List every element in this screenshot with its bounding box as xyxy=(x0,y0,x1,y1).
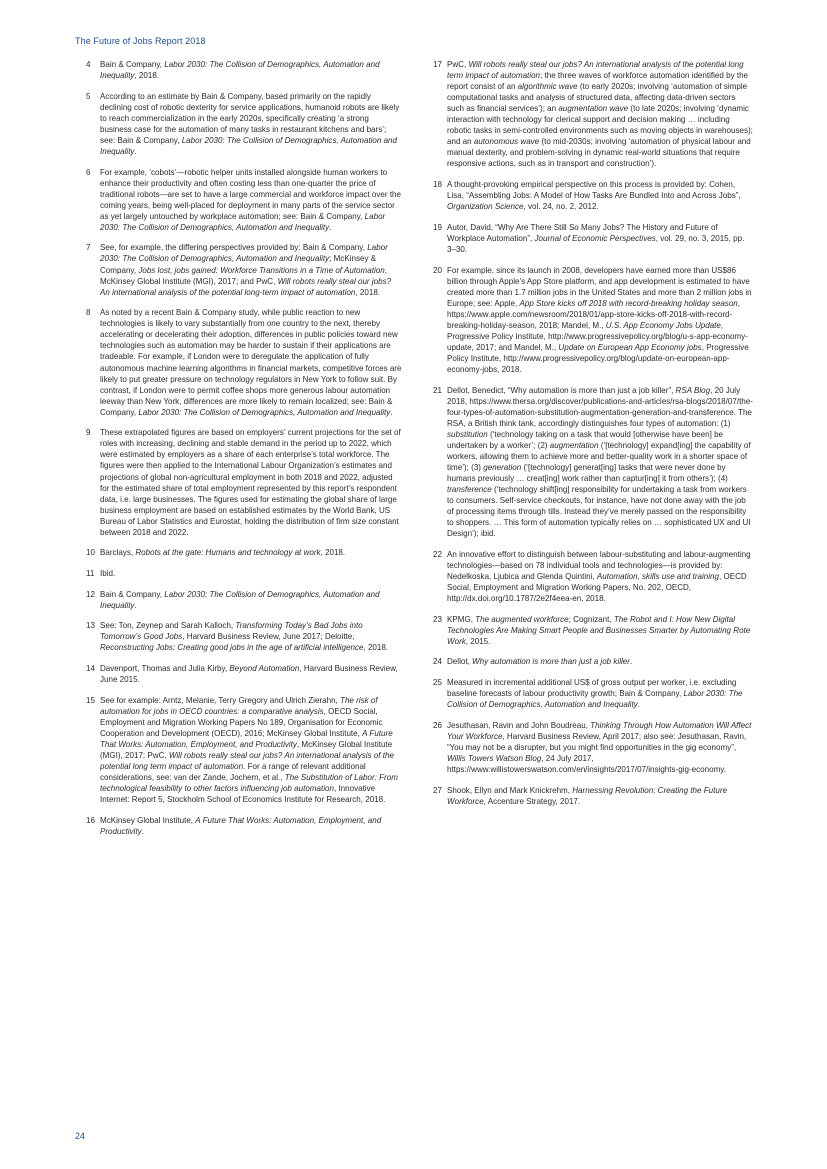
endnote-8 xyxy=(86,307,402,417)
endnote-text-segment: , https://www.apple.com/newsroom/2018/01/app-store-kicks-off-2018-with-record-breaking-holiday-season, 2018; Mandel, M., xyxy=(447,298,741,330)
citation-title: The Robot and I: How New Digital Technologies Are Making Smart People and Businesses Smarter by Automating Rote Work xyxy=(447,614,751,646)
citation-title: algorithmic wave xyxy=(517,82,578,92)
endnote-text-segment: ; McKinsey & Company, xyxy=(100,254,377,275)
endnote-text xyxy=(447,785,753,807)
endnote-number: 10 xyxy=(86,548,95,558)
endnote-text-segment: McKinsey Global Institute, xyxy=(100,815,196,825)
endnote-number: 7 xyxy=(86,243,91,253)
endnote-text-segment: (‘technology shift[ing] responsibility for undertaking a task from workers to consumers. Self-service checkouts, for instance, have not done away with the job of processing items through tills. Instead they’ve merely passed on the responsibility to shoppers. … This form of automation typically relies on … sophisticated UX and UI Design’); ibid. xyxy=(447,485,751,539)
endnote-text xyxy=(447,614,753,647)
endnote-text xyxy=(100,167,402,233)
citation-title: Labor 2030: The Collision of Demographics, Automation and Inequality xyxy=(100,243,388,264)
endnote-10 xyxy=(86,547,402,558)
endnote-text-segment: , Harvard Business Review, April 2017; also see: Jesuthasan, Ravin, “You may not be a disrupter, but you might find opportunities in the gig economy”, xyxy=(447,731,747,752)
citation-title: generation xyxy=(483,462,522,472)
endnote-text-segment: ; the three waves of workforce automation identified by the report consist of an xyxy=(447,71,749,92)
citation-title: Labor 2030: The Collision of Demographics, Automation and Inequality xyxy=(100,589,380,610)
citation-title: RSA Blog xyxy=(675,385,711,395)
endnote-6 xyxy=(86,167,402,233)
citation-title: A Future That Works: Automation, Employment, and Productivity xyxy=(100,815,382,836)
citation-title: Labor 2030: The Collision of Demographics, Automation and Inequality xyxy=(447,689,743,710)
citation-title: The augmented workforce xyxy=(475,614,569,624)
citation-title: The risk of automation for jobs in OECD countries: a comparative analysis xyxy=(100,695,378,716)
endnote-text-segment: , Harvard Business Review, June 2017; Deloitte, xyxy=(182,632,355,642)
endnote-text xyxy=(100,427,402,537)
report-title-header: The Future of Jobs Report 2018 xyxy=(75,36,206,46)
endnote-text xyxy=(447,720,753,775)
citation-title: App Store kicks off 2018 with record-breaking holiday season xyxy=(519,298,738,308)
endnote-text xyxy=(100,568,402,579)
endnote-7 xyxy=(86,242,402,297)
endnote-text-segment: , OECD Social, Employment and Migration Working Papers, No. 202, OECD, http://dx.doi.org/10.1787/2e2f4eea-en, 2018. xyxy=(447,571,747,604)
endnote-text xyxy=(447,59,753,169)
citation-title: augmentation xyxy=(549,440,599,450)
endnote-text xyxy=(100,589,402,611)
endnote-text-segment: (‘technology taking on a task that would [otherwise have been] be undertaken by a worker’; (2) xyxy=(447,429,724,450)
endnote-27 xyxy=(433,785,753,807)
citation-title: Transforming Today’s Bad Jobs into Tomorrow’s Good Jobs xyxy=(100,621,363,642)
endnote-12 xyxy=(86,589,402,611)
endnote-number: 22 xyxy=(433,549,442,559)
endnote-text-segment: See: Ton, Zeynep and Sarah Kalloch, xyxy=(100,621,236,631)
endnote-text xyxy=(447,179,753,212)
endnote-text-segment: Barclays, xyxy=(100,548,136,558)
endnote-text-segment: . xyxy=(134,600,137,610)
endnote-number: 18 xyxy=(433,180,442,190)
endnote-text-segment: , McKinsey Global Institute (MGI), 2017; and PwC, xyxy=(100,265,387,286)
citation-title: Journal of Economic Perspectives xyxy=(534,233,656,243)
endnote-text-segment: Shook, Ellyn and Mark Knickrehm, xyxy=(447,785,573,795)
citation-title: Will robots really steal our jobs? An international analysis of the potential long-term impact of automation xyxy=(100,276,392,297)
endnote-text-segment: , Progressive Policy Institute, http://www.progressivepolicy.org/blog/u-s-app-economy-update, 2017; and Mandel, M., xyxy=(447,320,748,352)
endnote-number: 11 xyxy=(86,569,95,579)
endnote-20 xyxy=(433,265,753,375)
endnote-text-segment: (‘[technology] expand[ing] the capability of workers, allowing them to achieve more and better-quality work in a shorter space of time’); (3) xyxy=(447,440,751,472)
citation-title: Reconstructing Jobs: Creating good jobs in the age of artificial intelligence xyxy=(100,643,364,653)
endnote-13 xyxy=(86,620,402,653)
endnote-text-segment: , 2018. xyxy=(320,548,346,558)
citation-title: Robots at the gate: Humans and technology at work xyxy=(135,548,321,558)
endnote-text xyxy=(100,307,402,417)
endnote-text-segment: These extrapolated figures are based on employers’ current projections for the set of roles with increasing, declining and stable demand in the period up to 2022, which were estimated by employers as a share of each enterprise’s total workforce. The figures were then applied to the International Labour Organization’s estimates and projections of global non-agricultural employment in both 2018 and 2022, adjusted for the estimated share of total employment represented by this report’s respondent data, i.e. large businesses. The figures used for estimating the global share of large business employment are based on established estimates by the World Bank, US Bureau of Labor Statistics and Eurostat, holding the distribution of firm size constant between 2018 and 2022. xyxy=(100,428,401,537)
endnote-number: 4 xyxy=(86,60,91,69)
endnote-25 xyxy=(433,677,753,710)
citation-title: Labor 2030: The Collision of Demographics, Automation and Inequality xyxy=(138,407,391,417)
endnote-text xyxy=(447,549,753,604)
endnote-text xyxy=(100,695,402,805)
endnote-text xyxy=(100,59,402,81)
endnote-text-segment: According to an estimate by Bain & Company, based primarily on the rapidly declining cost of robotic dexterity for service applications, humanoid robots are likely to reach commercialization in the early 2020s, specifically creating ‘a strong business case for the automation of many tasks in restaurant kitchens and bars’; see: Bain & Company, xyxy=(100,91,400,145)
endnote-text-segment: . xyxy=(141,826,144,836)
endnote-number: 8 xyxy=(86,308,91,318)
endnote-text-segment: Dellot, Benedict, “Why automation is more than just a job killer”, xyxy=(447,385,676,395)
endnote-text-segment: . xyxy=(329,222,332,232)
endnote-21 xyxy=(433,385,753,540)
endnote-text-segment: , 20 July 2018, https://www.thersa.org/discover/publications-and-articles/rsa-blogs/2018/07/the-four-types-of-automation-substitution-augmentation-generation-and-transference. The RSA, a British think tank, accordingly distinguishes four types of automation: (1) xyxy=(447,385,753,428)
endnote-number: 26 xyxy=(433,720,442,730)
endnote-5 xyxy=(86,91,402,157)
citation-title: augmentation wave xyxy=(558,104,629,114)
endnote-text xyxy=(447,385,753,540)
endnote-23 xyxy=(433,614,753,647)
citation-title: The Substitution of Labor: From technological feasibility to other factors influencing job automation xyxy=(100,773,398,794)
endnote-number: 19 xyxy=(433,222,442,232)
endnote-text xyxy=(447,222,753,255)
endnote-text-segment: An innovative effort to distinguish between labour-substituting and labour-augmenting technologies—based on 78 individual tools and technologies—is provided by: Nedelkoska, Ljubica and Glenda Quintini, xyxy=(447,549,751,581)
endnote-text-segment: , Progressive Policy Institute, http://www.progressivepolicy.org/blog/update-on-european-app-economy-jobs, 2018. xyxy=(447,342,749,374)
endnote-text-segment: Ibid. xyxy=(100,569,116,579)
citation-title: Beyond Automation xyxy=(229,664,300,674)
endnote-text-segment: , 2015. xyxy=(465,636,491,646)
endnote-22 xyxy=(433,549,753,604)
citation-title: Organization Science xyxy=(447,202,524,212)
endnote-text-segment: Bain & Company, xyxy=(100,589,165,599)
endnote-text-segment: , 2018. xyxy=(363,643,389,653)
endnote-number: 24 xyxy=(433,657,442,667)
endnote-17 xyxy=(433,59,753,169)
endnote-4 xyxy=(86,59,402,81)
endnotes-left-column xyxy=(86,59,402,847)
endnote-11 xyxy=(86,568,402,579)
endnote-text xyxy=(100,91,402,157)
citation-title: transference xyxy=(447,485,492,495)
citation-title: Automation, skills use and training xyxy=(596,571,719,581)
endnote-19 xyxy=(433,222,753,255)
endnote-number: 5 xyxy=(86,91,91,101)
endnote-text-segment: , 2018. xyxy=(134,71,160,81)
endnote-text xyxy=(100,620,402,653)
endnote-text xyxy=(447,265,753,375)
endnote-text-segment: As noted by a recent Bain & Company study, while public reaction to new technologies is likely to vary substantially from one country to the next, thereby accelerating or decelerating their adoption, differences in public policies toward new technologies such as automation may be harder to sustain if their applications are tradeable. For example, if London were to deregulate the application of fully autonomous machine learning algorithms in financial markets, competitive forces are likely to put greater pressure on technology regulators in New York to follow suit. By contrast, if London were to permit coffee shops more generous labour automation leeway than New York, differences are more likely to remain localized; see: Bain & Company, xyxy=(100,308,402,417)
endnote-number: 20 xyxy=(433,265,442,275)
citation-title: Thinking Through How Automation Will Affect Your Workforce xyxy=(447,720,752,741)
endnote-text-segment: . xyxy=(390,407,393,417)
endnote-text-segment: (to early 2020s; involving ‘automation of simple computational tasks and analysis of structured data, affecting data-driven sectors such as financial services’); an xyxy=(447,82,748,114)
endnote-text-segment: . xyxy=(637,700,640,710)
endnote-text xyxy=(447,656,753,667)
endnote-18 xyxy=(433,179,753,212)
endnote-text-segment: (to late 2020s; involving ‘dynamic interaction with technology for clerical support and decision making … including robotic tasks in semi-controlled environments such as moving objects in warehouses); and an xyxy=(447,104,753,147)
citation-title: Labor 2030: The Collision of Demographics, Automation and Inequality xyxy=(100,211,386,232)
endnote-number: 21 xyxy=(433,385,442,395)
endnote-number: 15 xyxy=(86,695,95,705)
citation-title: substitution xyxy=(447,429,488,439)
endnote-text xyxy=(100,815,402,837)
endnote-number: 14 xyxy=(86,664,95,674)
endnote-text-segment: Bain & Company, xyxy=(100,60,165,69)
endnote-text-segment: Jesuthasan, Ravin and John Boudreau, xyxy=(447,720,591,730)
endnote-text-segment: For example, ‘cobots’—robotic helper units installed alongside human workers to enhance their productivity and often costing less than one-quarter the price of traditional robots—are set to have a large commercial and workforce impact over the coming years, being well-placed for deployment in many parts of the service sector as yet largely untouched by workplace automation; see: Bain & Company, xyxy=(100,167,402,221)
endnote-text-segment: , Accenture Strategy, 2017. xyxy=(483,796,581,806)
endnote-text-segment: Davenport, Thomas and Julia Kirby, xyxy=(100,664,230,674)
endnotes-right-column xyxy=(433,59,753,816)
endnote-text xyxy=(100,663,402,685)
citation-title: A Future That Works: Automation, Employment, and Productivity xyxy=(100,728,393,749)
endnote-number: 13 xyxy=(86,621,95,631)
citation-title: Why automation is more than just a job killer xyxy=(472,657,630,667)
page-number: 24 xyxy=(75,1131,86,1141)
endnote-text-segment: , vol. 29, no. 3, 2015, pp. 3–30. xyxy=(447,233,745,254)
endnote-number: 6 xyxy=(86,167,91,177)
endnote-text-segment: See for example: Arntz, Melanie, Terry Gregory and Ulrich Zierahn, xyxy=(100,695,341,705)
endnote-text xyxy=(100,242,402,297)
endnote-text-segment: KPMG, xyxy=(447,614,476,624)
endnote-text-segment: , 24 July 2017, https://www.willistowerswatson.com/en/insights/2017/07/insights-gig-economy. xyxy=(447,753,726,774)
citation-title: Harnessing Revolution: Creating the Future Workforce xyxy=(447,785,727,806)
endnote-text-segment: (to mid-2030s; involving ‘automation of physical labour and manual dexterity, and problem-solving in dynamic real-world situations that require responsive actions, such as in transport and construction’). xyxy=(447,137,751,169)
endnote-text-segment: Dellot, xyxy=(447,657,473,667)
citation-title: U.S. App Economy Jobs Update xyxy=(605,320,721,330)
endnote-24 xyxy=(433,656,753,667)
endnote-text-segment: ; Cognizant, xyxy=(568,614,614,624)
endnote-14 xyxy=(86,663,402,685)
citation-title: Will robots really steal our jobs? An international analysis of the potential long term impact of automation xyxy=(100,751,394,772)
endnote-16 xyxy=(86,815,402,837)
citation-title: Labor 2030: The Collision of Demographics, Automation and Inequality xyxy=(100,135,398,156)
endnote-number: 12 xyxy=(86,589,95,599)
endnote-text-segment: , OECD Social, Employment and Migration Working Papers No 189, Organisation for Economic Cooperation and Development (OECD), 2016; McKinsey Global Institute, xyxy=(100,706,383,738)
endnote-text-segment: PwC, xyxy=(447,60,469,69)
endnote-text-segment: Measured in incremental additional US$ of gross output per worker, i.e. excluding baseline forecasts of labour productivity growth; Bain & Company, xyxy=(447,678,737,699)
endnote-text-segment: , 2018. xyxy=(355,287,381,297)
endnote-number: 27 xyxy=(433,785,442,795)
endnote-text-segment: A thought-provoking empirical perspective on this process is provided by: Cohen, Lisa, “Assembling Jobs: A Model of How Tasks Are Bundled Into and Across Jobs”, xyxy=(447,180,741,201)
citation-title: Update on European App Economy jobs xyxy=(558,342,702,352)
citation-title: autonomous wave xyxy=(473,137,540,147)
endnote-text-segment: (‘[technology] generat[ing] tasks that were never done by humans previously … creat[ing] work rather than captur[ing] it from others’); (4) xyxy=(447,462,728,483)
endnote-number: 23 xyxy=(433,614,442,624)
endnote-26 xyxy=(433,720,753,775)
endnote-text-segment: , vol. 24, no. 2, 2012. xyxy=(523,202,599,212)
endnote-text-segment: See, for example, the differing perspectives provided by: Bain & Company, xyxy=(100,243,368,253)
endnote-number: 16 xyxy=(86,815,95,825)
endnote-text-segment: , Innovative Internet: Report 5, Stockholm School of Economics Institute for Research, 2018. xyxy=(100,784,386,805)
endnote-text-segment: For example, since its launch in 2008, developers have earned more than US$86 billion through Apple’s App Store platform, and app development is estimated to have created more than 1.7 million jobs in the United States and more than 2 million jobs in Europe; see: Apple, xyxy=(447,265,752,308)
citation-title: Will robots really steal our jobs? An international analysis of the potential long term impact of automation xyxy=(447,60,744,81)
endnote-15 xyxy=(86,695,402,805)
endnote-9 xyxy=(86,427,402,537)
citation-title: Jobs lost, jobs gained: Workforce Transitions in a Time of Automation xyxy=(138,265,385,275)
endnote-text-segment: . For a range of relevant additional considerations, see: van der Zande, Jochem, et al., xyxy=(100,762,366,783)
citation-title: Labor 2030: The Collision of Demographics, Automation and Inequality xyxy=(100,60,380,81)
endnote-number: 25 xyxy=(433,678,442,688)
endnote-number: 9 xyxy=(86,428,91,438)
endnote-text-segment: Autor, David, “Why Are There Still So Many Jobs? The History and Future of Workplace Automation”, xyxy=(447,222,718,243)
endnote-number: 17 xyxy=(433,60,442,69)
endnote-text-segment: , Harvard Business Review, June 2015. xyxy=(100,664,398,685)
endnote-text-segment: , McKinsey Global Institute (MGI), 2017; PwC, xyxy=(100,739,393,761)
citation-title: Willis Towers Watson Blog xyxy=(447,753,542,763)
endnote-text xyxy=(447,677,753,710)
endnote-text-segment: . xyxy=(629,657,633,667)
endnote-text-segment: . xyxy=(134,146,137,156)
endnote-text xyxy=(100,547,402,558)
